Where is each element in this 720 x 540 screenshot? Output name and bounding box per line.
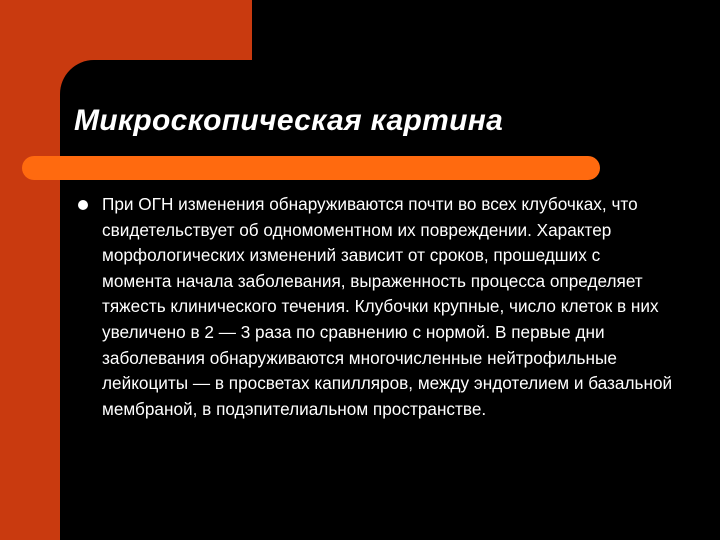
bullet-dot-icon (78, 200, 88, 210)
left-accent-strip (0, 0, 60, 540)
title-underline-bar (22, 156, 600, 180)
bullet-list (74, 192, 674, 422)
bullet-text: При ОГН изменения обнаруживаются почти во всех клубочках, что свидетельствует об одномоментном их повреждении. Характер морфологических изменений зависит от сроков, прошедших с момента начала заболевания, выраженность процесса определяет тяжесть клинического течения. Клубочки крупные, число клеток в них увеличено в 2 — 3 раза по сравнению с нормой. В первые дни заболевания обнаруживаются многочисленные нейтрофильные лейкоциты — в просветах капилляров, между эндотелием и базальной мембраной, в подэпителиальном пространстве. (102, 194, 673, 419)
bullet-item (74, 192, 674, 422)
slide-title: Микроскопическая картина (74, 104, 504, 137)
